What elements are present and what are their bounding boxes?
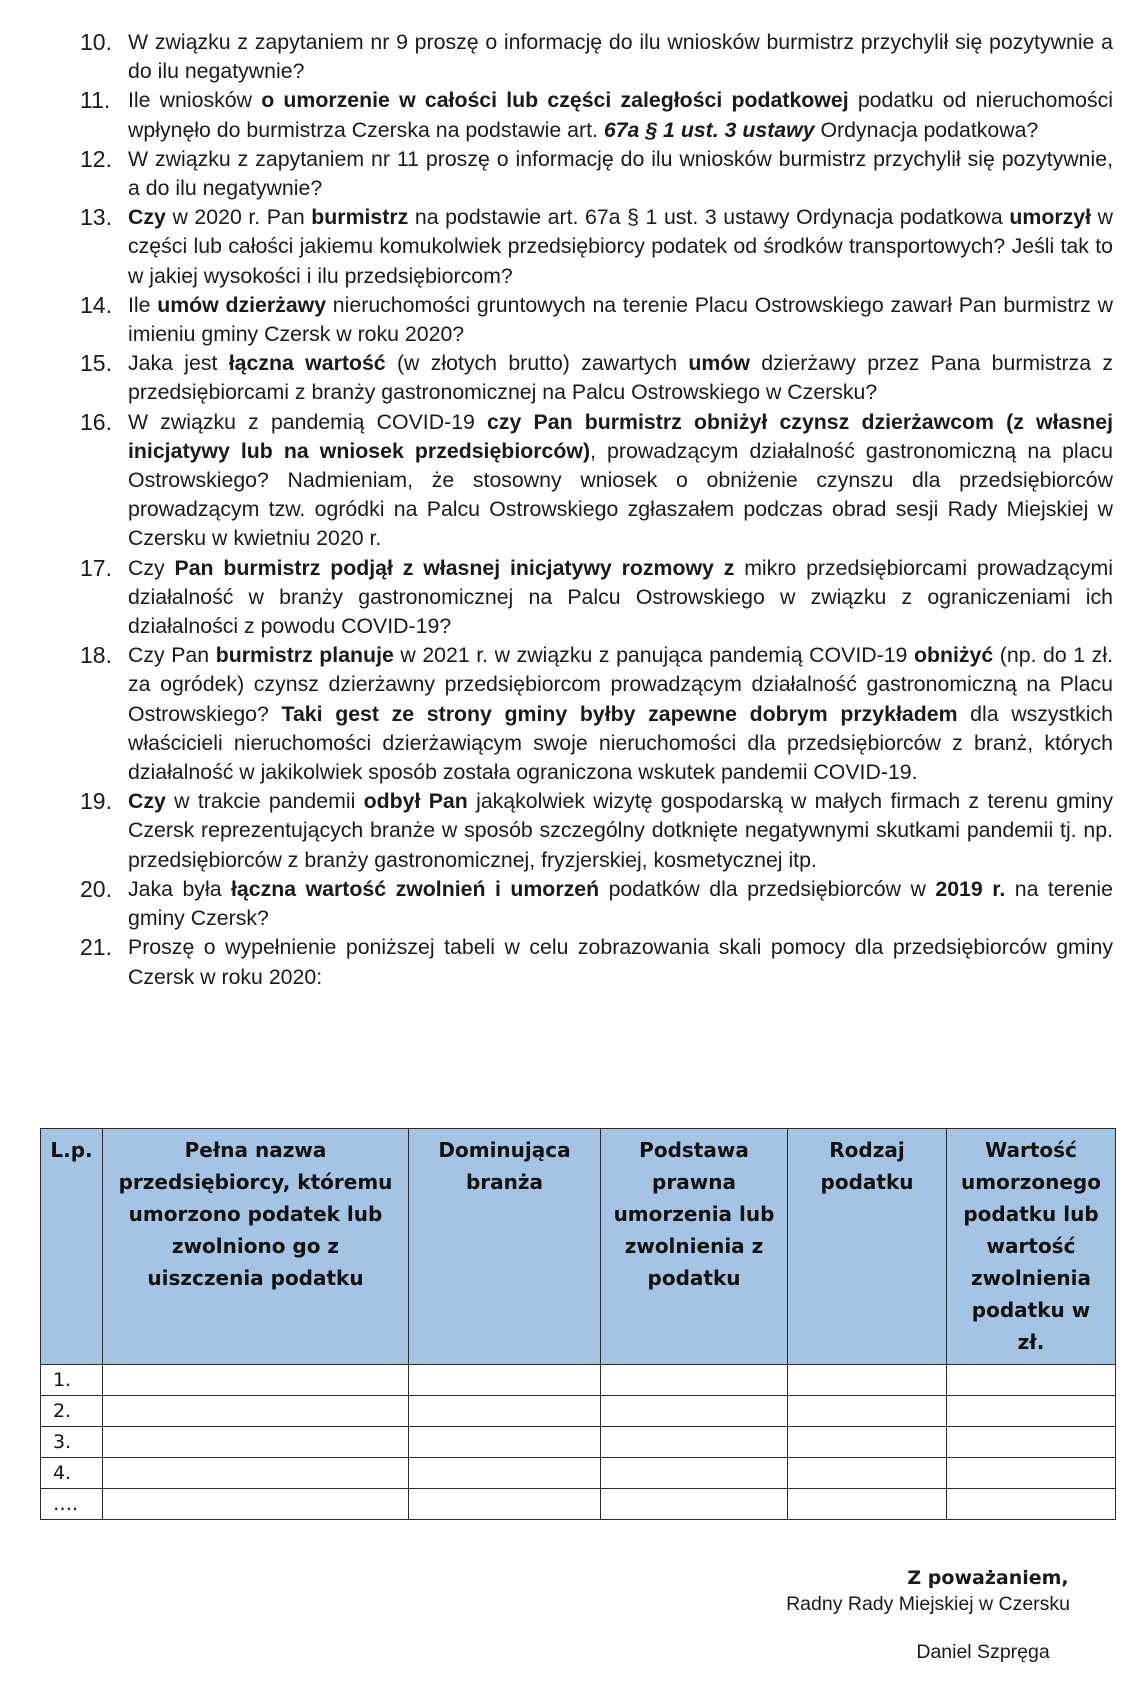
table-cell bbox=[409, 1458, 601, 1489]
signature-name: Daniel Szpręga bbox=[916, 1641, 1050, 1663]
question-text: W związku z zapytaniem nr 11 proszę o informację do ilu wniosków burmistrz przychylił się pozytywnie, a do ilu negatywnie? bbox=[128, 146, 1113, 201]
column-header-value: Wartość umorzonego podatku lub wartość zwolnienia podatku w zł. bbox=[947, 1129, 1116, 1365]
signature-greeting: Z poważaniem, bbox=[907, 1567, 1069, 1589]
question-number: 19. bbox=[80, 788, 112, 815]
table-cell bbox=[103, 1489, 409, 1520]
question-item bbox=[80, 933, 1113, 991]
table-cell bbox=[788, 1427, 947, 1458]
table-row bbox=[41, 1458, 1116, 1489]
question-item bbox=[80, 349, 1113, 407]
question-number: 17. bbox=[80, 554, 112, 581]
question-number: 13. bbox=[80, 204, 112, 231]
table-cell bbox=[601, 1489, 788, 1520]
table-cell bbox=[947, 1365, 1116, 1396]
table-cell bbox=[409, 1396, 601, 1427]
help-table bbox=[40, 1128, 1116, 1520]
table-cell bbox=[788, 1458, 947, 1489]
question-number: 18. bbox=[80, 642, 112, 669]
table-cell bbox=[601, 1365, 788, 1396]
column-header-company-name: Pełna nazwa przedsiębiorcy, któremu umorzono podatek lub zwolniono go z uiszczenia podatku bbox=[103, 1129, 409, 1365]
table-cell bbox=[103, 1396, 409, 1427]
table-cell bbox=[409, 1427, 601, 1458]
question-number: 20. bbox=[80, 875, 112, 902]
question-text: Proszę o wypełnienie poniższej tabeli w celu zobrazowania skali pomocy dla przedsiębiorców gminy Czersk w roku 2020: bbox=[128, 935, 1113, 989]
question-number: 15. bbox=[80, 350, 112, 377]
question-text: Czy w trakcie pandemii odbył Pan jakąkolwiek wizytę gospodarską w małych firmach z terenu gminy Czersk reprezentujących branże w sposób szczególny dotknięte negatywnymi skutkami pandemii tj. np. przedsiębiorców z branży gastronomicznej, fryzjerskiej, kosmetycznej itp. bbox=[128, 789, 1114, 872]
question-item bbox=[80, 28, 1113, 86]
question-text: Czy w 2020 r. Pan burmistrz na podstawie art. 67a § 1 ust. 3 ustawy Ordynacja podatkowa umorzył w części lub całości jakiemu komukolwiek przedsiębiorcy podatek od środków transportowych? Jeśli tak to w jakiej wysokości i ilu przedsiębiorcom? bbox=[128, 205, 1113, 288]
table-cell bbox=[103, 1427, 409, 1458]
question-item bbox=[80, 145, 1113, 203]
table-row bbox=[41, 1365, 1116, 1396]
question-item bbox=[80, 203, 1113, 291]
question-text: Ile wniosków o umorzenie w całości lub części zaległości podatkowej podatku od nieruchomości wpłynęło do burmistrza Czerska na podstawie art. 67a § 1 ust. 3 ustawy Ordynacja podatkowa? bbox=[128, 88, 1113, 142]
question-number: 16. bbox=[80, 408, 112, 435]
question-text: Ile umów dzierżawy nieruchomości gruntowych na terenie Placu Ostrowskiego zawarł Pan burmistrz w imieniu gminy Czersk w roku 2020? bbox=[128, 292, 1113, 347]
column-header-legal-basis: Podstawa prawna umorzenia lub zwolnienia z podatku bbox=[601, 1129, 788, 1365]
question-number: 11. bbox=[80, 87, 111, 114]
signature-block bbox=[786, 1565, 1070, 1665]
question-number: 14. bbox=[80, 291, 112, 318]
table-cell-lp: 1. bbox=[41, 1365, 103, 1396]
table-cell-lp: 2. bbox=[41, 1396, 103, 1427]
table-cell-lp: 4. bbox=[41, 1458, 103, 1489]
table-cell-lp: 3. bbox=[41, 1427, 103, 1458]
table-row bbox=[41, 1427, 1116, 1458]
table-cell bbox=[788, 1396, 947, 1427]
question-text: W związku z pandemią COVID-19 czy Pan burmistrz obniżył czynsz dzierżawcom (z własnej inicjatywy lub na wniosek przedsiębiorców), prowadzącym działalność gastronomiczną na placu Ostrowskiego? Nadmieniam, że stosowny wniosek o obniżenie czynszu dla przedsiębiorców prowadzącym tzw. ogródki na Palcu Ostrowskiego zgłaszałem podczas obrad sesji Rady Miejskiej w Czersku w kwietniu 2020 r. bbox=[128, 409, 1113, 551]
column-header-tax-type: Rodzaj podatku bbox=[788, 1129, 947, 1365]
table-row bbox=[41, 1489, 1116, 1520]
table-cell bbox=[947, 1489, 1116, 1520]
question-item bbox=[80, 86, 1113, 144]
question-text: Jaka jest łączna wartość (w złotych brutto) zawartych umów dzierżawy przez Pana burmistrza z przedsiębiorcami z branży gastronomicznej na Palcu Ostrowskiego w Czersku? bbox=[128, 351, 1113, 405]
table-row bbox=[41, 1396, 1116, 1427]
table-cell bbox=[601, 1427, 788, 1458]
table-cell bbox=[409, 1365, 601, 1396]
table-cell bbox=[601, 1396, 788, 1427]
table-cell bbox=[947, 1458, 1116, 1489]
question-item bbox=[80, 641, 1113, 787]
table-cell bbox=[601, 1458, 788, 1489]
column-header-industry: Dominująca branża bbox=[409, 1129, 601, 1365]
column-header-lp: L.p. bbox=[41, 1129, 103, 1365]
question-text: Czy Pan burmistrz podjął z własnej inicjatywy rozmowy z mikro przedsiębiorcami prowadzącymi działalność w branży gastronomicznej na Palcu Ostrowskiego w związku z ograniczeniami ich działalności z powodu COVID-19? bbox=[128, 555, 1113, 639]
table-cell bbox=[788, 1365, 947, 1396]
question-text: Jaka była łączna wartość zwolnień i umorzeń podatków dla przedsiębiorców w 2019 r. na terenie gminy Czersk? bbox=[128, 876, 1114, 931]
question-item bbox=[80, 291, 1113, 349]
questions-list bbox=[80, 28, 1113, 992]
question-number: 21. bbox=[80, 934, 112, 961]
table-cell bbox=[103, 1365, 409, 1396]
table-cell bbox=[103, 1458, 409, 1489]
table-cell bbox=[947, 1427, 1116, 1458]
question-item bbox=[80, 787, 1113, 875]
question-item bbox=[80, 554, 1113, 642]
question-number: 12. bbox=[80, 145, 112, 172]
table-cell bbox=[947, 1396, 1116, 1427]
question-item bbox=[80, 408, 1113, 554]
signature-role: Radny Rady Miejskiej w Czersku bbox=[786, 1593, 1070, 1615]
question-item bbox=[80, 875, 1113, 933]
table-cell-lp: …. bbox=[41, 1489, 103, 1520]
table-cell bbox=[409, 1489, 601, 1520]
question-text: W związku z zapytaniem nr 9 proszę o informację do ilu wniosków burmistrz przychylił się pozytywnie a do ilu negatywnie? bbox=[128, 30, 1113, 84]
table-header-row bbox=[41, 1129, 1116, 1365]
question-text: Czy Pan burmistrz planuje w 2021 r. w związku z panująca pandemią COVID-19 obniżyć (np. do 1 zł. za ogródek) czynsz dzierżawny przedsiębiorcom prowadzącym działalność gastronomiczną na Placu Ostrowskiego? Taki gest ze strony gminy byłby zapewne dobrym przykładem dla wszystkich właścicieli nieruchomości dzierżawiącym swoje nieruchomości dla przedsiębiorców z branż, których działalność w jakikolwiek sposób została ograniczona wskutek pandemii COVID-19. bbox=[128, 643, 1114, 785]
table-cell bbox=[788, 1489, 947, 1520]
question-number: 10. bbox=[80, 29, 112, 55]
